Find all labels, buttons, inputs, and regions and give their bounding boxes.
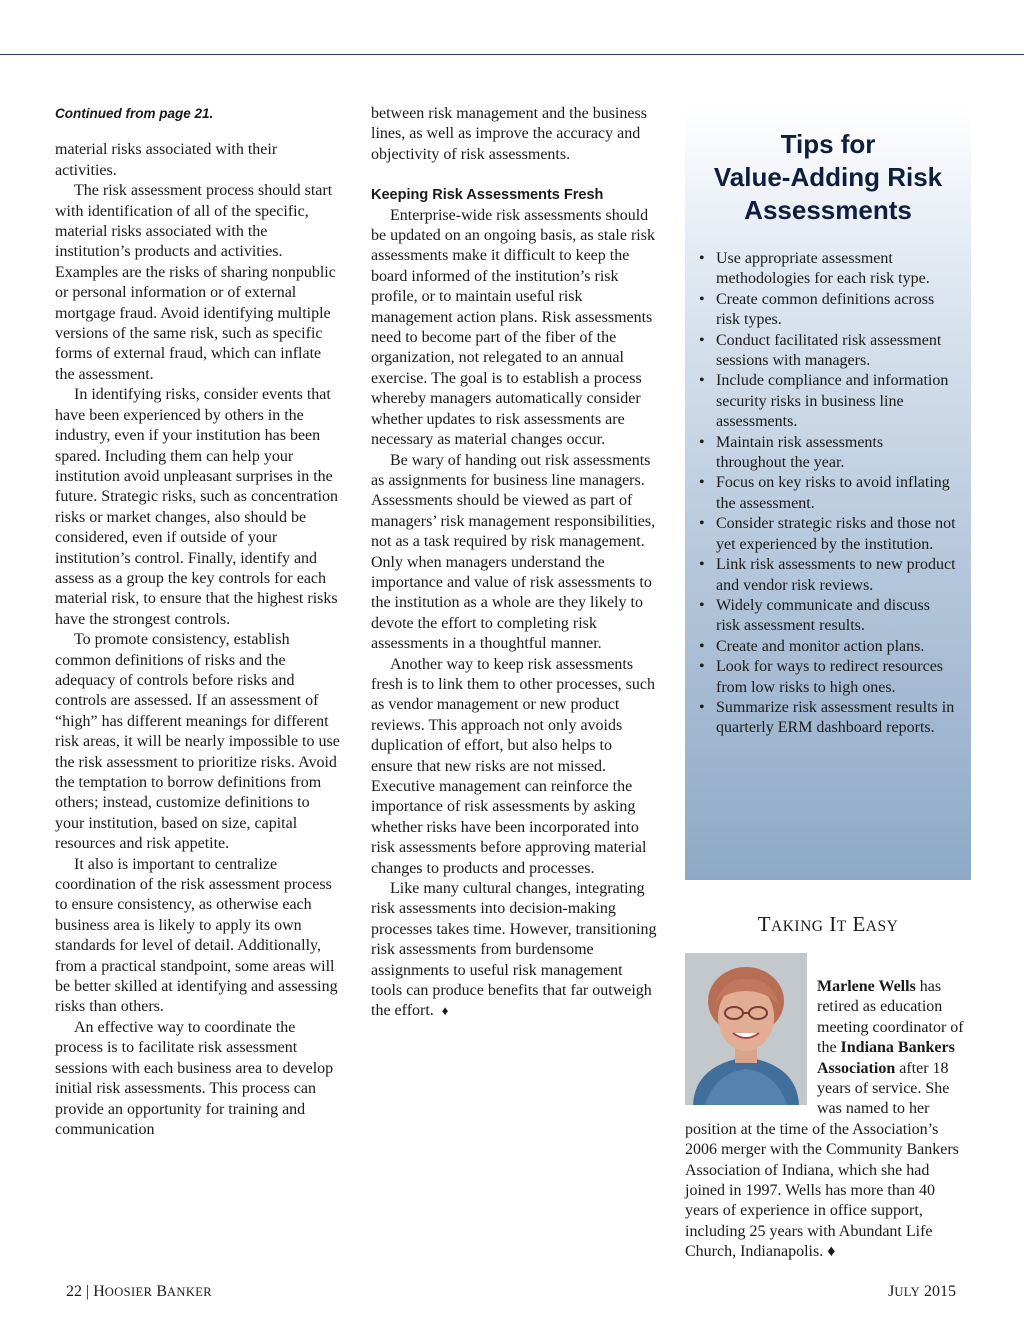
footer-right xyxy=(888,1283,956,1301)
tip-item: • Include compliance and information security risks in business line assessments. xyxy=(697,371,957,432)
heading-letters: AKING xyxy=(771,918,824,935)
portrait-photo xyxy=(685,953,807,1105)
pub-letters: OOSIER xyxy=(104,1285,153,1299)
paragraph: To promote consistency, establish common definitions of risks and the adequacy of controls before risks and controls are assessed. If an assessment of “high” has different meanings for different risk areas, it will be nearly impossible to use the risk assessment to prioritize risks. Avoid the temptation to borrow definitions from others; instead, customize definitions to your institution, based on size, capital resources and risk appetite. xyxy=(55,631,340,853)
end-diamond-icon: ♦ xyxy=(827,1243,836,1261)
tips-list xyxy=(685,249,971,739)
taking-it-easy-heading xyxy=(685,910,971,941)
tips-title-line: Tips for xyxy=(780,129,876,159)
organization-name: Indiana Bankers Association xyxy=(817,1039,955,1077)
bio-text-part: has retired as education meeting coordinator of the xyxy=(817,978,964,1057)
continued-note: Continued from page 21. xyxy=(55,106,214,121)
paragraph: It also is important to centralize coordination of the risk assessment process to ensure consistency, as otherwise each business area is likely to apply its own standards for level of detail. Additionally, from a practical standpoint, some areas will be better skilled at identifying and assessing risks than others. xyxy=(55,855,338,1016)
paragraph: Be wary of handing out risk assessments as assignments for business line managers. Assessments should be viewed as part of managers’ risk management responsibilities, not as a task required by risk management. Only when managers understand the importance and value of risk assessments to the institution as a whole are they likely to devote the effort to completing risk assessments in a thoughtful manner. xyxy=(371,451,656,653)
tips-title-line: Value-Adding Risk xyxy=(713,162,943,192)
portrait-image xyxy=(685,953,807,1105)
tip-item: • Widely communicate and discuss risk assessment results. xyxy=(697,596,957,637)
date-letters: ULY xyxy=(894,1285,920,1299)
paragraph-text: Like many cultural changes, integrating risk assessments into decision-making processes takes time. However, transitioning risk assessments from burdensome assignments to useful risk management tools can produce benefits that far outweigh the effort. xyxy=(371,880,657,1020)
tips-title xyxy=(685,128,971,227)
paragraph: between risk management and the business lines, as well as improve the accuracy and objectivity of risk assessments. xyxy=(371,105,647,163)
heading-letter: E xyxy=(852,912,866,936)
paragraph: In identifying risks, consider events that have been experienced by others in the industry, even if your institution has been spared. Including them can help your institution avoid unpleasant surprises in the future. Strategic risks, such as concentration risks or market changes, also should be considered, even if outside of your institution’s control. Finally, identify and assess as a group the key controls for each material risk, to ensure that the highest risks have the strongest controls. xyxy=(55,386,339,628)
paragraph: material risks associated with their activities. xyxy=(55,141,278,179)
heading-letter: I xyxy=(829,912,837,936)
taking-it-easy-section xyxy=(685,910,971,1263)
date-year: 2015 xyxy=(924,1283,956,1300)
tip-item: • Summarize risk assessment results in quarterly ERM dashboard reports. xyxy=(697,698,957,739)
issue-date xyxy=(888,1283,956,1300)
tip-item: • Maintain risk assessments throughout the year. xyxy=(697,433,957,474)
person-name: Marlene Wells xyxy=(817,978,916,995)
heading-letters: ASY xyxy=(865,918,899,935)
header-rule xyxy=(0,54,1024,55)
article-column-1 xyxy=(55,104,341,1140)
tip-item: • Conduct facilitated risk assessment sessions with managers. xyxy=(697,331,957,372)
heading-letters: T xyxy=(836,918,847,935)
article-column-2 xyxy=(371,104,657,1022)
tips-sidebar xyxy=(685,106,971,880)
paragraph: Another way to keep risk assessments fresh is to link them to other processes, such as vendor management or new product reviews. This approach not only avoids duplication of effort, but also helps to ensure that new risks are not missed. Executive management can reinforce the importance of risk assessments by asking whether risks have been incorporated into risk assessments before approving material changes to products and processes. xyxy=(371,655,655,877)
pub-letters: ANKER xyxy=(166,1285,213,1299)
paragraph: Enterprise-wide risk assessments should be updated on an ongoing basis, as stale risk assessments make it difficult to keep the board informed of the institution’s risk profile, or to maintain useful risk management action plans. Risk assessments need to become part of the fiber of the organization, not relegated to an annual exercise. The goal is to establish a process whereby managers automatically consider whether updates to risk assessments are necessary as material changes occur. xyxy=(371,206,655,449)
footer-separator: | xyxy=(86,1283,90,1300)
tip-item: • Link risk assessments to new product and vendor risk reviews. xyxy=(697,555,957,596)
tip-item: • Look for ways to redirect resources from low risks to high ones. xyxy=(697,657,957,698)
pub-letter: H xyxy=(93,1283,105,1300)
page-number: 22 xyxy=(66,1283,82,1300)
heading-letter: T xyxy=(757,912,772,936)
end-diamond-icon: ♦ xyxy=(441,1003,449,1019)
date-letter: J xyxy=(888,1283,895,1300)
tip-item: • Consider strategic risks and those not yet experienced by the institution. xyxy=(697,514,957,555)
tip-item: • Create and monitor action plans. xyxy=(697,637,957,657)
paragraph-last xyxy=(371,879,657,1022)
tip-item: • Focus on key risks to avoid inflating the assessment. xyxy=(697,473,957,514)
pub-letter: B xyxy=(156,1283,167,1300)
tip-item: • Create common definitions across risk types. xyxy=(697,290,957,331)
paragraph: An effective way to coordinate the process is to facilitate risk assessment sessions with each business area to develop initial risk assessments. This process can provide an opportunity for training and communication xyxy=(55,1018,334,1138)
bio-text-part: after 18 years of service. She was named to her position at the time of the Association’s 2006 merger with the Community Bankers Association of Indiana, which she had joined in 1997. Wells has more than 40 years of experience in office support, including 25 years with Abundant Life Church, Indianapolis. xyxy=(685,1059,959,1261)
tips-title-line: Assessments xyxy=(744,195,912,225)
paragraph: The risk assessment process should start with identification of all of the specific, material risks associated with the institution’s products and activities. Examples are the risks of sharing nonpublic or personal information or of external mortgage fraud. Avoid identifying multiple versions of the same risk, such as specific forms of external fraud, which can inflate the assessment. xyxy=(55,182,336,383)
footer-left xyxy=(66,1283,212,1301)
tip-item: • Use appropriate assessment methodologies for each risk type. xyxy=(697,249,957,290)
section-subhead: Keeping Risk Assessments Fresh xyxy=(371,187,604,204)
publication-name xyxy=(93,1283,212,1300)
